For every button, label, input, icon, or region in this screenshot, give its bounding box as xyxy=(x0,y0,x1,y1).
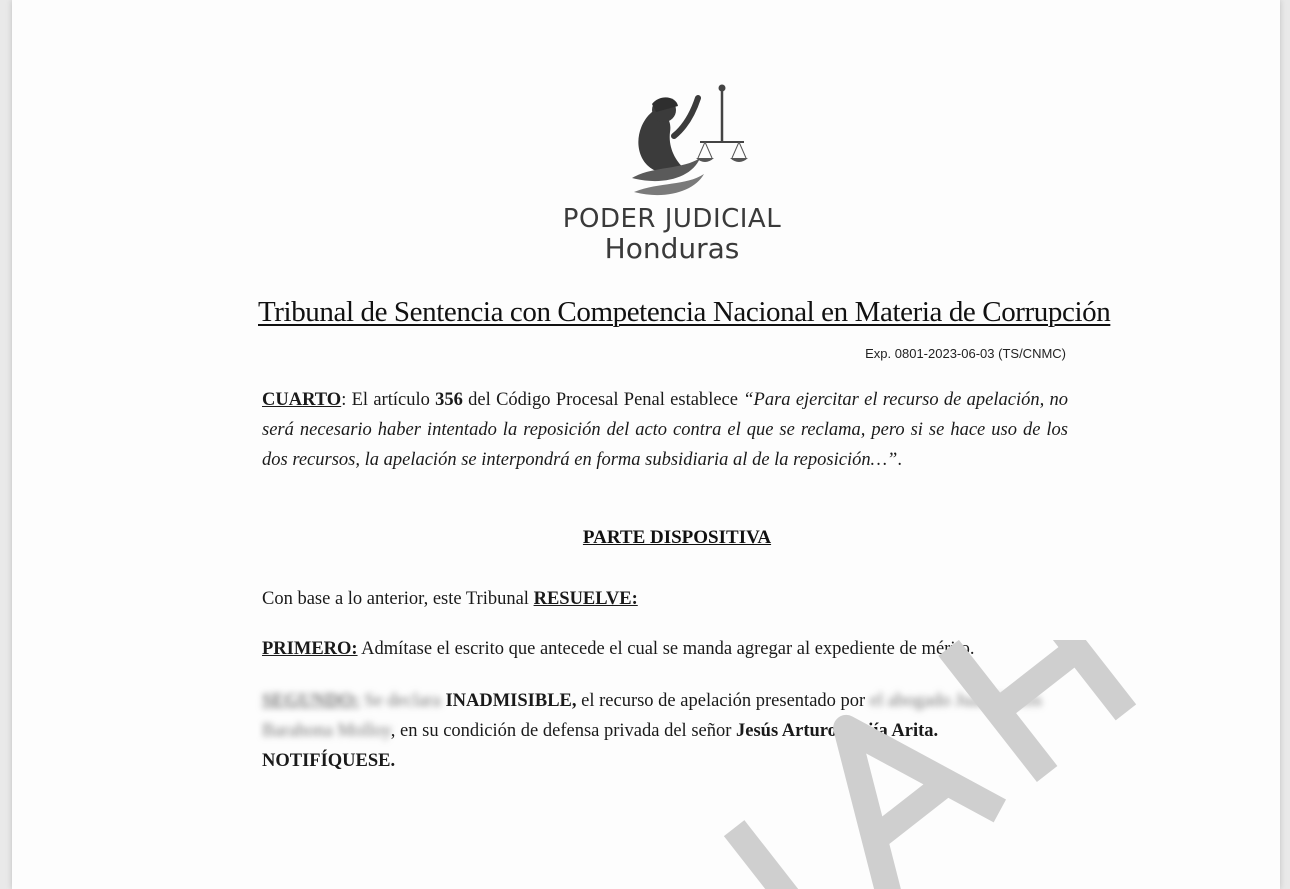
document-page xyxy=(12,0,1280,889)
court-title: Tribunal de Sentencia con Competencia Nacional en Materia de Corrupción xyxy=(258,296,1111,328)
redacted-lawyer-name: el abogado Juan Carlos Barahona Molloy xyxy=(262,691,1042,741)
paragraph-primero xyxy=(262,634,1068,664)
segundo-text-2: el recurso de apelación presentado por xyxy=(576,691,870,711)
cuarto-end: . xyxy=(897,450,902,470)
notifiquese-label: NOTIFÍQUESE. xyxy=(262,751,396,771)
cuarto-text-1: : El artículo xyxy=(341,390,436,410)
article-number: 356 xyxy=(435,390,463,410)
primero-label: PRIMERO: xyxy=(262,639,358,659)
paragraph-segundo xyxy=(262,686,1068,776)
defendant-name: Jesús Arturo Mejía Arita. xyxy=(736,721,939,741)
justice-scales-figure-icon xyxy=(612,82,752,204)
paragraph-base xyxy=(262,584,1068,614)
cuarto-label: CUARTO xyxy=(262,390,342,410)
article-quote: “Para ejercitar el recurso de apelación, no será necesario haber intentado la reposición del acto contra el que se reclama, pero si se hace uso de los dos recursos, la apelación se interpondrá en forma subsidiaria al de la reposición…” xyxy=(262,390,1068,470)
base-text: Con base a lo anterior, este Tribunal xyxy=(262,589,534,609)
segundo-text-3: , en su condición de defensa privada del señor xyxy=(390,721,737,741)
segundo-text-1: Se declara xyxy=(359,691,446,711)
primero-text: Admítase el escrito que antecede el cual se manda agregar al expediente de mérito. xyxy=(357,639,975,659)
case-number: Exp. 0801-2023-06-03 (TS/CNMC) xyxy=(865,346,1066,361)
inadmisible-label: INADMISIBLE, xyxy=(445,691,577,711)
logo-line-poder-judicial: PODER JUDICIAL xyxy=(562,204,782,234)
institution-logo-text xyxy=(512,206,832,263)
segundo-label: SEGUNDO: xyxy=(262,691,360,711)
cuarto-text-2: del Código Procesal Penal establece xyxy=(462,390,744,410)
resuelve-label: RESUELVE: xyxy=(533,589,638,609)
logo-line-honduras: Honduras xyxy=(604,232,740,265)
paragraph-cuarto xyxy=(262,385,1068,475)
section-heading: PARTE DISPOSITIVA xyxy=(582,527,772,548)
